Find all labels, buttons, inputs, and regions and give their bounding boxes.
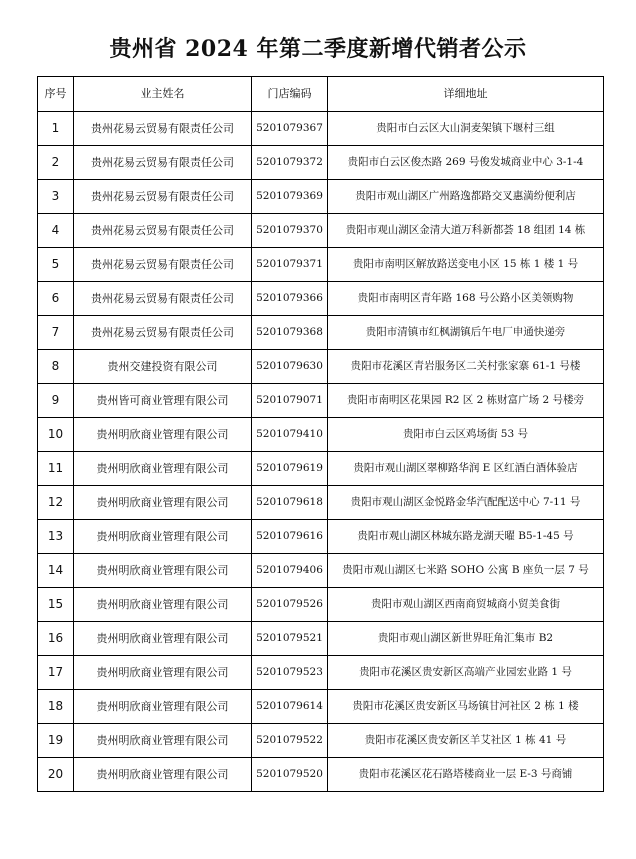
owner-name: 贵州花易云贸易有限责任公司 <box>74 112 252 146</box>
table-row <box>38 520 604 554</box>
address: 贵阳市观山湖区金清大道万科新都荟 18 组团 14 栋 <box>328 214 604 248</box>
table-row <box>38 282 604 316</box>
table-row <box>38 554 604 588</box>
store-code: 5201079367 <box>252 112 328 146</box>
table-row <box>38 452 604 486</box>
owner-name: 贵州皆可商业管理有限公司 <box>74 384 252 418</box>
column-header-owner: 业主姓名 <box>74 77 252 112</box>
row-number: 10 <box>38 418 74 452</box>
row-number: 13 <box>38 520 74 554</box>
owner-name: 贵州明欣商业管理有限公司 <box>74 622 252 656</box>
column-header-no: 序号 <box>38 77 74 112</box>
table-row <box>38 758 604 792</box>
owner-name: 贵州明欣商业管理有限公司 <box>74 758 252 792</box>
row-number: 1 <box>38 112 74 146</box>
column-header-address: 详细地址 <box>328 77 604 112</box>
store-code: 5201079371 <box>252 248 328 282</box>
document-title: 贵州省 2024 年第二季度新增代销者公示 <box>109 36 527 62</box>
address: 贵阳市南明区解放路送变电小区 15 栋 1 楼 1 号 <box>328 248 604 282</box>
address: 贵阳市白云区俊杰路 269 号俊发城商业中心 3-1-4 <box>328 146 604 180</box>
store-code: 5201079370 <box>252 214 328 248</box>
address: 贵阳市观山湖区七米路 SOHO 公寓 B 座负一层 7 号 <box>328 554 604 588</box>
address: 贵阳市清镇市红枫湖镇后午电厂申通快递旁 <box>328 316 604 350</box>
store-code: 5201079368 <box>252 316 328 350</box>
address: 贵阳市花溪区贵安新区高端产业园宏业路 1 号 <box>328 656 604 690</box>
table-row <box>38 622 604 656</box>
store-code: 5201079619 <box>252 452 328 486</box>
store-code: 5201079369 <box>252 180 328 214</box>
address: 贵阳市花溪区青岩服务区二关村张家寨 61-1 号楼 <box>328 350 604 384</box>
owner-name: 贵州花易云贸易有限责任公司 <box>74 180 252 214</box>
row-number: 4 <box>38 214 74 248</box>
owner-name: 贵州明欣商业管理有限公司 <box>74 690 252 724</box>
table-row <box>38 588 604 622</box>
table-row <box>38 180 604 214</box>
column-header-store-code: 门店编码 <box>252 77 328 112</box>
address: 贵阳市花溪区花石路塔楼商业一层 E-3 号商铺 <box>328 758 604 792</box>
store-code: 5201079071 <box>252 384 328 418</box>
row-number: 17 <box>38 656 74 690</box>
store-code: 5201079523 <box>252 656 328 690</box>
row-number: 18 <box>38 690 74 724</box>
vendor-table <box>37 76 604 792</box>
row-number: 8 <box>38 350 74 384</box>
store-code: 5201079366 <box>252 282 328 316</box>
address: 贵阳市观山湖区林城东路龙湖天曜 B5-1-45 号 <box>328 520 604 554</box>
table-row <box>38 112 604 146</box>
row-number: 9 <box>38 384 74 418</box>
owner-name: 贵州明欣商业管理有限公司 <box>74 554 252 588</box>
store-code: 5201079410 <box>252 418 328 452</box>
table-row <box>38 690 604 724</box>
owner-name: 贵州花易云贸易有限责任公司 <box>74 248 252 282</box>
address: 贵阳市白云区鸡场街 53 号 <box>328 418 604 452</box>
store-code: 5201079521 <box>252 622 328 656</box>
address: 贵阳市观山湖区新世界旺角汇集市 B2 <box>328 622 604 656</box>
table-header-row <box>38 77 604 112</box>
row-number: 12 <box>38 486 74 520</box>
table-row <box>38 214 604 248</box>
owner-name: 贵州明欣商业管理有限公司 <box>74 656 252 690</box>
store-code: 5201079372 <box>252 146 328 180</box>
table-row <box>38 486 604 520</box>
owner-name: 贵州花易云贸易有限责任公司 <box>74 146 252 180</box>
owner-name: 贵州花易云贸易有限责任公司 <box>74 282 252 316</box>
owner-name: 贵州交建投资有限公司 <box>74 350 252 384</box>
store-code: 5201079526 <box>252 588 328 622</box>
row-number: 11 <box>38 452 74 486</box>
table-row <box>38 316 604 350</box>
address: 贵阳市观山湖区广州路逸都路交叉惠満纷便利店 <box>328 180 604 214</box>
row-number: 19 <box>38 724 74 758</box>
address: 贵阳市观山湖区金悦路金华汽配配送中心 7-11 号 <box>328 486 604 520</box>
address: 贵阳市南明区花果园 R2 区 2 栋财富广场 2 号楼旁 <box>328 384 604 418</box>
store-code: 5201079520 <box>252 758 328 792</box>
table-body <box>38 112 604 792</box>
table-row <box>38 656 604 690</box>
table-row <box>38 350 604 384</box>
table-row <box>38 146 604 180</box>
address: 贵阳市花溪区贵安新区羊艾社区 1 栋 41 号 <box>328 724 604 758</box>
address: 贵阳市观山湖区西南商贸城商小贸美食街 <box>328 588 604 622</box>
table-row <box>38 418 604 452</box>
store-code: 5201079630 <box>252 350 328 384</box>
store-code: 5201079614 <box>252 690 328 724</box>
row-number: 14 <box>38 554 74 588</box>
row-number: 20 <box>38 758 74 792</box>
store-code: 5201079522 <box>252 724 328 758</box>
row-number: 15 <box>38 588 74 622</box>
address: 贵阳市南明区青年路 168 号公路小区美领购物 <box>328 282 604 316</box>
row-number: 16 <box>38 622 74 656</box>
address: 贵阳市花溪区贵安新区马场镇甘河社区 2 栋 1 楼 <box>328 690 604 724</box>
store-code: 5201079618 <box>252 486 328 520</box>
row-number: 5 <box>38 248 74 282</box>
row-number: 7 <box>38 316 74 350</box>
address: 贵阳市白云区大山洞麦架镇下堰村三组 <box>328 112 604 146</box>
owner-name: 贵州明欣商业管理有限公司 <box>74 588 252 622</box>
owner-name: 贵州明欣商业管理有限公司 <box>74 724 252 758</box>
store-code: 5201079616 <box>252 520 328 554</box>
table-row <box>38 248 604 282</box>
owner-name: 贵州明欣商业管理有限公司 <box>74 486 252 520</box>
table-row <box>38 724 604 758</box>
row-number: 3 <box>38 180 74 214</box>
row-number: 6 <box>38 282 74 316</box>
owner-name: 贵州花易云贸易有限责任公司 <box>74 316 252 350</box>
address: 贵阳市观山湖区翠柳路华润 E 区红酒白酒体验店 <box>328 452 604 486</box>
owner-name: 贵州明欣商业管理有限公司 <box>74 418 252 452</box>
store-code: 5201079406 <box>252 554 328 588</box>
table-row <box>38 384 604 418</box>
row-number: 2 <box>38 146 74 180</box>
owner-name: 贵州花易云贸易有限责任公司 <box>74 214 252 248</box>
owner-name: 贵州明欣商业管理有限公司 <box>74 520 252 554</box>
owner-name: 贵州明欣商业管理有限公司 <box>74 452 252 486</box>
